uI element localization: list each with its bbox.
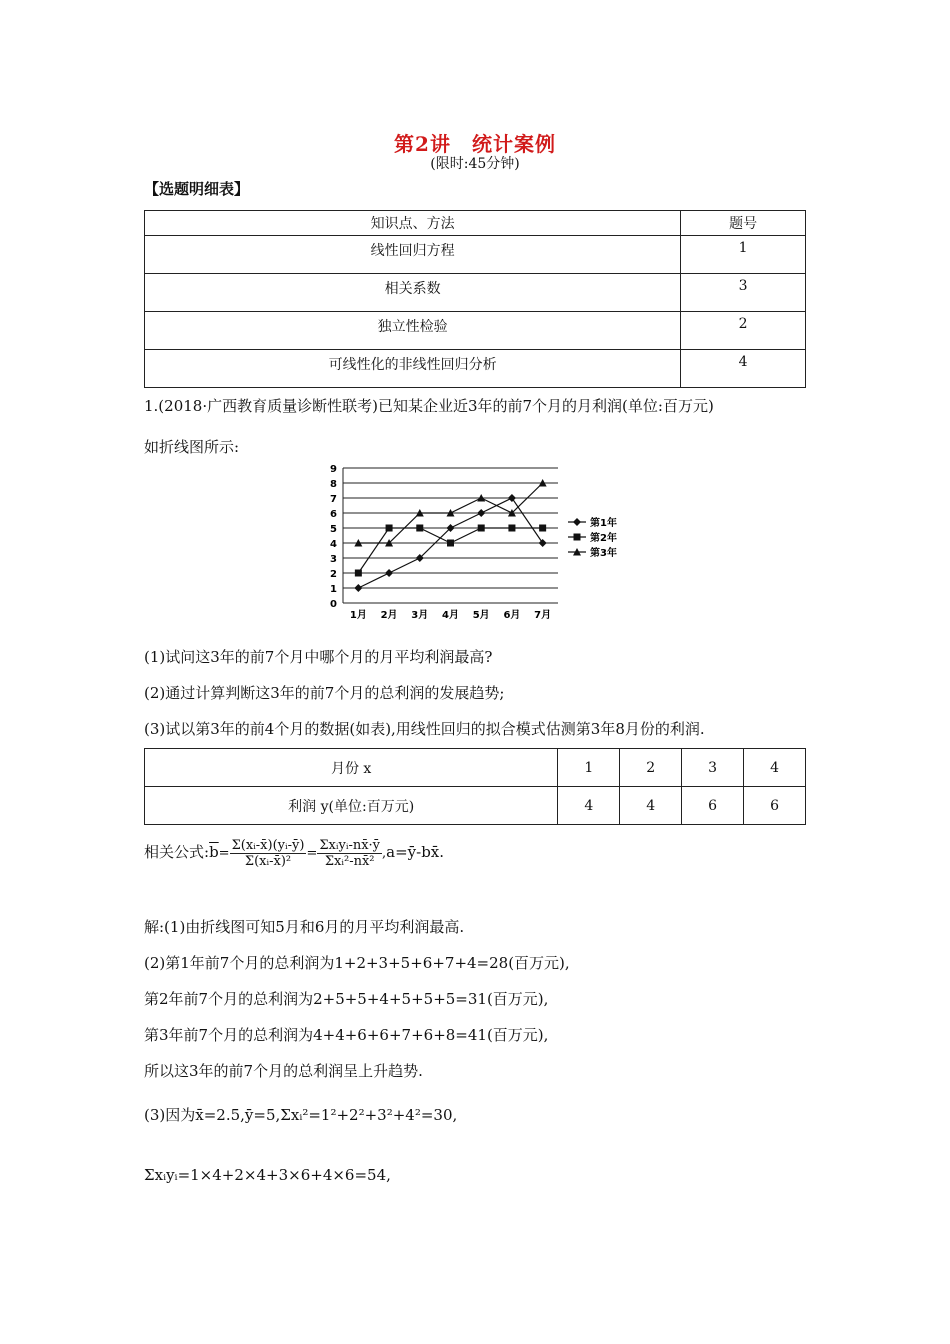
y-tick-label: 5: [330, 524, 337, 535]
equals-sign: =: [306, 846, 318, 861]
b-hat: $\overline{b}$: [209, 843, 219, 861]
data-point-square: [416, 525, 423, 532]
x-tick-label: 4月: [442, 610, 459, 621]
y-tick-label: 8: [330, 479, 337, 490]
table-cell: 3: [682, 749, 744, 787]
table-cell: 4: [620, 787, 682, 825]
table-header-row: [145, 211, 806, 236]
x-tick-label: 6月: [503, 610, 521, 621]
solution-line: 所以这3年的前7个月的总利润呈上升趋势.: [144, 1062, 423, 1080]
table-cell: 4: [681, 350, 806, 388]
table-cell: 利润 y(单位:百万元): [145, 787, 558, 825]
fraction: [317, 838, 382, 869]
series-line-2: [358, 528, 542, 573]
table-cell: 6: [744, 787, 806, 825]
table-cell: 6: [682, 787, 744, 825]
data-point-square: [508, 525, 515, 532]
data-table: [144, 748, 806, 825]
solution-line: 解:(1)由折线图可知5月和6月的月平均利润最高.: [144, 918, 465, 936]
regression-formula: [144, 838, 444, 869]
data-point-square: [386, 525, 393, 532]
y-tick-label: 9: [330, 464, 337, 475]
table-cell: 2: [681, 312, 806, 350]
table-cell: 4: [744, 749, 806, 787]
x-tick-label: 2月: [380, 610, 398, 621]
problem-stem-continued: 如折线图所示:: [144, 438, 240, 456]
data-point-square: [539, 525, 546, 532]
data-point-diamond: [508, 494, 516, 502]
data-point-square: [478, 525, 485, 532]
table-cell: 相关系数: [145, 274, 681, 312]
table-row: [145, 749, 806, 787]
table-cell: 3: [681, 274, 806, 312]
table-cell: 4: [558, 787, 620, 825]
numerator: Σxᵢyᵢ-nx̄·ȳ: [319, 838, 381, 853]
legend-marker: [573, 518, 581, 526]
data-point-square: [447, 540, 454, 547]
fraction: [230, 838, 307, 869]
y-tick-label: 7: [330, 494, 337, 505]
numerator: Σ(xᵢ-x̄)(yᵢ-ȳ): [231, 838, 305, 853]
table-row: [145, 274, 806, 312]
solution-line: (3)因为x̄=2.5,ȳ=5,Σxᵢ²=1²+2²+3²+4²=30,: [144, 1106, 458, 1124]
y-tick-label: 2: [330, 569, 337, 580]
page-title: 第2讲 统计案例: [394, 132, 556, 156]
y-tick-label: 3: [330, 554, 337, 565]
table-row: [145, 312, 806, 350]
profit-line-chart: [310, 460, 640, 628]
denominator: Σxᵢ²-nx̄²: [324, 854, 375, 869]
y-tick-label: 0: [330, 599, 337, 610]
table-row: [145, 350, 806, 388]
legend-marker: [574, 534, 581, 541]
solution-line: 第2年前7个月的总利润为2+5+5+4+5+5+5=31(百万元),: [144, 990, 549, 1008]
question-2: (2)通过计算判断这3年的前7个月的总利润的发展趋势;: [144, 684, 505, 702]
legend-label: 第2年: [590, 533, 617, 544]
equals-sign: =: [218, 846, 230, 861]
time-limit: (限时:45分钟): [430, 156, 520, 172]
legend-label: 第3年: [590, 548, 617, 559]
table-cell: 可线性化的非线性回归分析: [145, 350, 681, 388]
table-cell: 线性回归方程: [145, 236, 681, 274]
x-tick-label: 5月: [472, 610, 490, 621]
table-cell: 2: [620, 749, 682, 787]
a-hat-expression: a=ȳ-bx̄.: [386, 843, 445, 861]
data-point-diamond: [385, 569, 393, 577]
x-tick-label: 1月: [349, 610, 367, 621]
data-point-square: [355, 570, 362, 577]
data-point-diamond: [477, 509, 485, 517]
denominator: Σ(xᵢ-x̄)²: [244, 854, 292, 869]
table-header: 知识点、方法: [145, 211, 681, 236]
solution-line: 第3年前7个月的总利润为4+4+6+6+7+6+8=41(百万元),: [144, 1026, 549, 1044]
question-3: (3)试以第3年的前4个月的数据(如表),用线性回归的拟合模式估测第3年8月份的利润.: [144, 720, 705, 738]
solution-line: (2)第1年前7个月的总利润为1+2+3+5+6+7+4=28(百万元),: [144, 954, 570, 972]
y-tick-label: 4: [330, 539, 337, 550]
table-cell: 独立性检验: [145, 312, 681, 350]
y-tick-label: 1: [330, 584, 337, 595]
x-tick-label: 3月: [411, 610, 429, 621]
topic-table: [144, 210, 806, 388]
y-tick-label: 6: [330, 509, 337, 520]
separator: ,: [382, 846, 387, 861]
table-cell: 1: [681, 236, 806, 274]
formula-label: 相关公式:: [144, 843, 210, 861]
table-header: 题号: [681, 211, 806, 236]
data-point-diamond: [539, 539, 547, 547]
question-1: (1)试问这3年的前7个月中哪个月的月平均利润最高?: [144, 648, 493, 666]
table-row: [145, 787, 806, 825]
solution-line: Σxᵢyᵢ=1×4+2×4+3×6+4×6=54,: [144, 1166, 391, 1184]
table-cell: 1: [558, 749, 620, 787]
section-label: 【选题明细表】: [144, 180, 250, 198]
problem-stem: 1.(2018·广西教育质量诊断性联考)已知某企业近3年的前7个月的月利润(单位:百万元): [144, 397, 714, 415]
legend-label: 第1年: [590, 518, 617, 529]
x-tick-label: 7月: [534, 610, 552, 621]
data-point-diamond: [354, 584, 362, 592]
table-row: [145, 236, 806, 274]
table-cell: 月份 x: [145, 749, 558, 787]
